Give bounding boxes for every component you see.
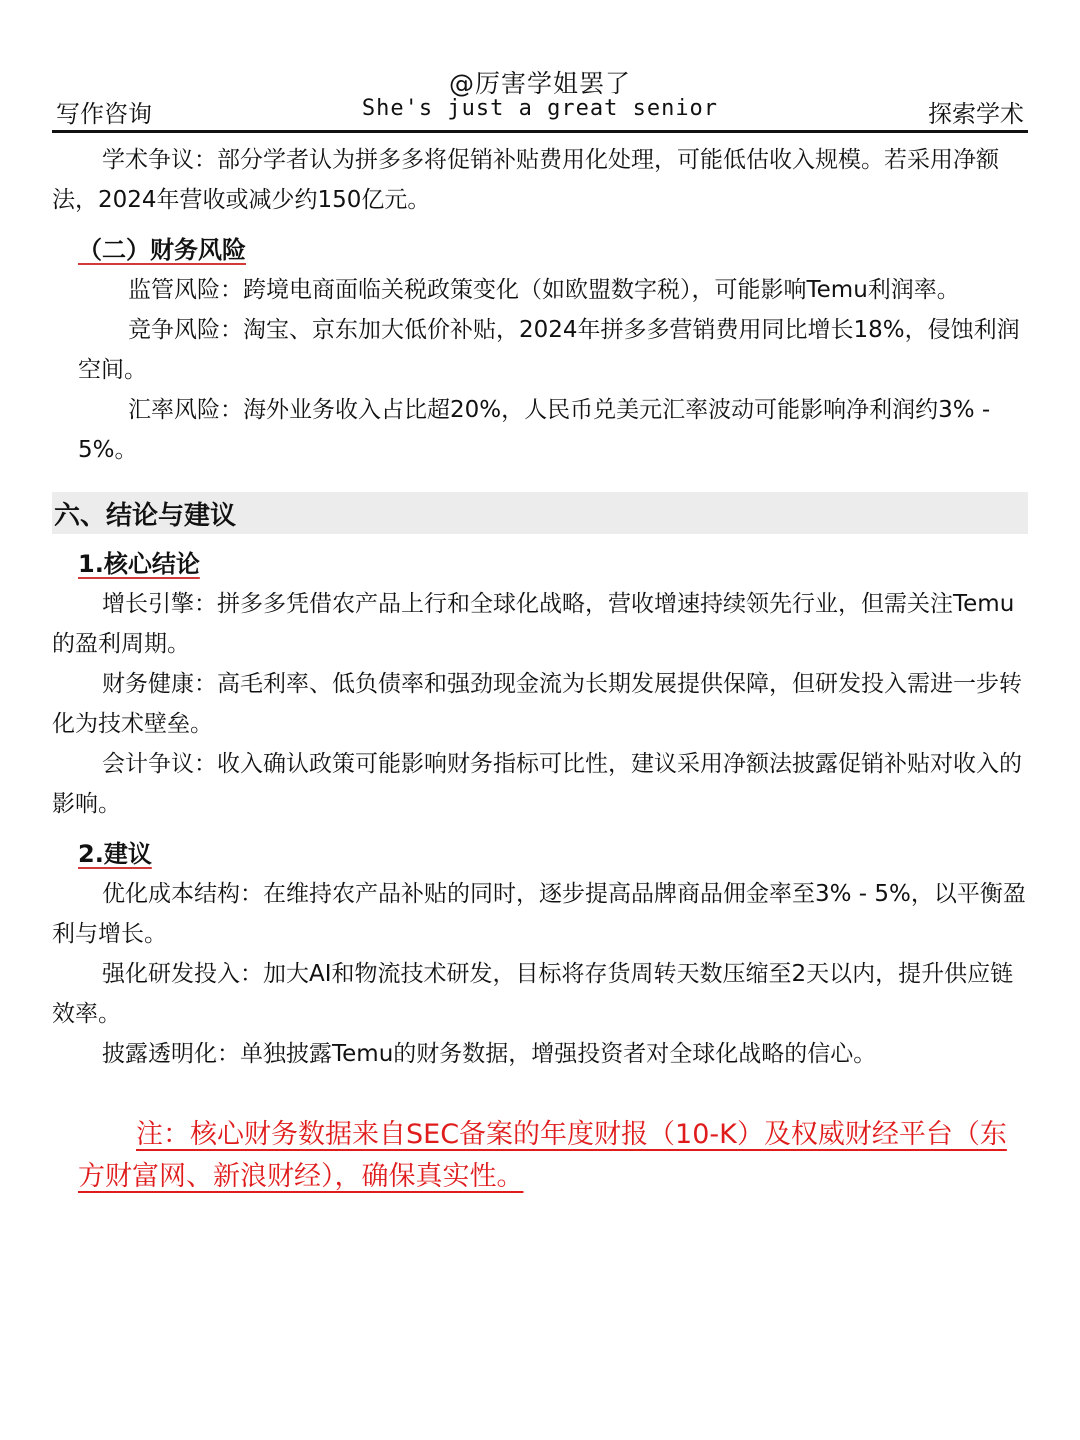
- document-body: [52, 140, 1028, 1198]
- risk-competition: 竞争风险：淘宝、京东加大低价补贴，2024年拼多多营销费用同比增长18%，侵蚀利润空间。: [78, 317, 1020, 383]
- core-conclusion-heading: 1.核心结论: [78, 550, 200, 578]
- source-note: 注：核心财务数据来自SEC备案的年度财报（10-K）及权威财经平台（东方财富网、新浪财经），确保真实性。: [78, 1119, 1007, 1192]
- risk-exchange-rate: 汇率风险：海外业务收入占比超20%，人民币兑美元汇率波动可能影响净利润约3% - 5%。: [78, 397, 991, 463]
- advice-heading: 2.建议: [78, 840, 152, 868]
- section-six-bar: [52, 492, 1028, 534]
- page-header: [52, 62, 1028, 134]
- risk-regulatory: 监管风险：跨境电商面临关税政策变化（如欧盟数字税），可能影响Temu利润率。: [128, 277, 960, 303]
- financial-risk-heading: （二）财务风险: [78, 236, 246, 264]
- author-handle: @厉害学姐罢了: [448, 69, 631, 98]
- header-right-label: 探索学术: [928, 100, 1024, 128]
- conclusion-growth: 增长引擎：拼多多凭借农产品上行和全球化战略，营收增速持续领先行业，但需关注Temu的盈利周期。: [52, 591, 1015, 657]
- header-subtitle: She's just a great senior: [361, 96, 719, 121]
- academic-dispute-paragraph: 学术争议：部分学者认为拼多多将促销补贴费用化处理，可能低估收入规模。若采用净额法，2024年营收或减少约150亿元。: [52, 147, 999, 213]
- conclusion-financial-health: 财务健康：高毛利率、低负债率和强劲现金流为长期发展提供保障，但研发投入需进一步转化为技术壁垒。: [52, 671, 1022, 737]
- header-left-label: 写作咨询: [56, 100, 152, 128]
- advice-cost-structure: 优化成本结构：在维持农产品补贴的同时，逐步提高品牌商品佣金率至3% - 5%，以平衡盈利与增长。: [52, 881, 1026, 947]
- header-divider: [52, 130, 1028, 133]
- advice-rnd: 强化研发投入：加大AI和物流技术研发，目标将存货周转天数压缩至2天以内，提升供应链效率。: [52, 961, 1014, 1027]
- conclusion-accounting: 会计争议：收入确认政策可能影响财务指标可比性，建议采用净额法披露促销补贴对收入的影响。: [52, 751, 1022, 817]
- advice-disclosure: 披露透明化：单独披露Temu的财务数据，增强投资者对全球化战略的信心。: [102, 1041, 877, 1067]
- section-six-title: 六、结论与建议: [54, 500, 237, 531]
